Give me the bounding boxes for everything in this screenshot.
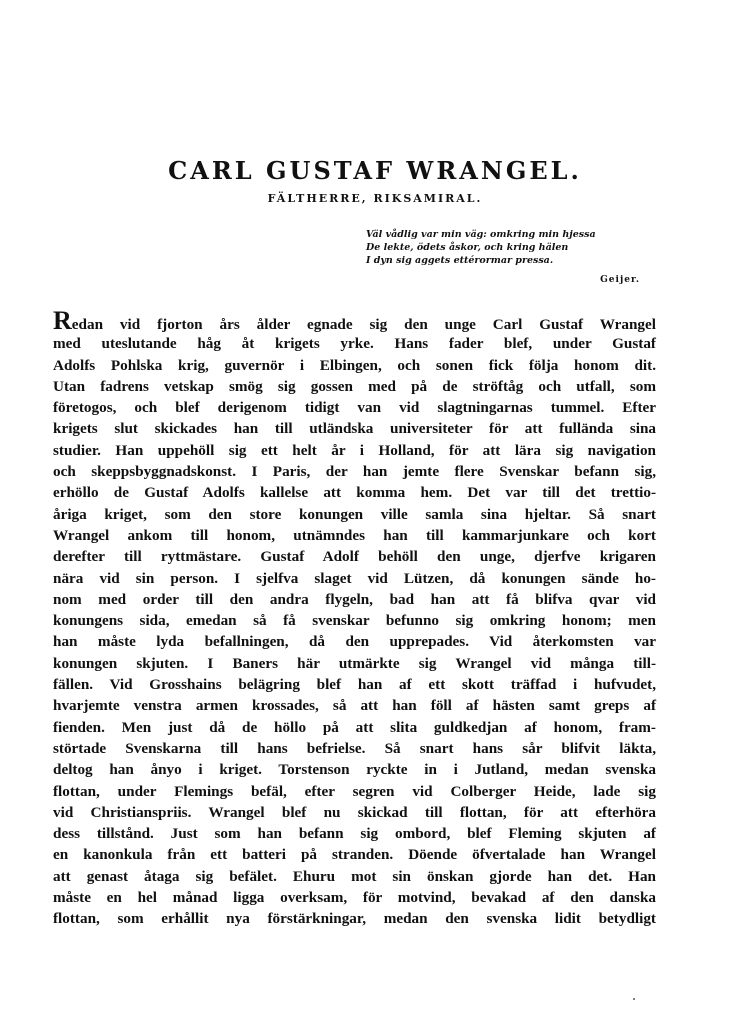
body-line: att genast åtaga sig befälet. Ehuru mot sin önskan gjorde han det. Han [53,867,656,885]
page-title: CARL GUSTAF WRANGEL. [168,156,582,185]
page-subtitle: FÄLTHERRE, RIKSAMIRAL. [267,192,483,205]
epigraph-line: De lekte, ödets åskor, och kring hälen [366,242,569,253]
body-line: åriga kriget, som den store konungen ville samla sina hjeltar. Så snart [53,505,656,523]
body-line: och skeppsbyggnadskonst. I Paris, der han jemte flere Svenskar befann sig, [53,463,656,481]
body-line: studier. Han uppehöll sig ett helt år i Holland, för att lära sig navigation [53,441,656,459]
body-line: måste en hel månad ligga overksam, för motvind, bevakad af den danska [53,889,656,907]
body-line: flottan, under Flemings befäl, efter segren vid Colberger Heide, lade sig [53,782,656,800]
epigraph-line: Väl vådlig var min väg: omkring min hjessa [366,229,596,240]
drop-cap: R [53,306,72,335]
body-line: dess tillstånd. Just som han befann sig ombord, blef Fleming skjuten af [53,825,656,843]
body-line: hvarjemte venstra armen krossades, så att han föll af hästen samt greps af [53,697,656,715]
body-line: fienden. Men just då de höllo på att slita guldkedjan af honom, fram- [53,718,656,736]
body-text [53,306,656,930]
body-line: fällen. Vid Grosshains belägring blef han af ett skott träffad i hufvudet, [53,676,656,694]
body-line: deltog han ånyo i kriget. Torstenson ryckte in i Jutland, medan svenska [53,761,656,779]
body-line: erhöllo de Gustaf Adolfs kallelse att komma hem. Det var till det trettio- [53,484,656,502]
body-line: nom med order till den andra flygeln, bad han att få blifva qvar vid [53,590,656,608]
body-line: vid Christianspriis. Wrangel blef nu skickad till flottan, för att efterhöra [53,803,656,821]
epigraph-line: I dyn sig aggets ettérormar pressa. [366,255,554,266]
body-line: nära vid sin person. I sjelfva slaget vid Lützen, då konungen sände ho- [53,569,656,587]
body-line: han måste lyda befallningen, då den upprepades. Vid återkomsten var [53,633,656,651]
body-line: företogos, och blef derigenom tidigt van vid slagtningarnas tummel. Efter [53,399,656,417]
body-line: med uteslutande håg åt krigets yrke. Hans fader blef, under Gustaf [53,335,656,353]
body-line: konungens sida, emedan så få svenskar befunno sig omkring honom; men [53,612,656,630]
body-line: Adolfs Pohlska krig, guvernör i Elbingen, och sonen fick följa honom dit. [53,356,656,374]
paper-speck [633,998,635,1000]
body-line: Utan fadrens vetskap smög sig gossen med på de ströftåg och utfall, som [53,377,656,395]
body-line: flottan, som erhållit nya förstärkningar, medan den svenska lidit betydligt [53,910,656,928]
epigraph [366,228,656,267]
body-line: konungen skjuten. I Baners här utmärkte sig Wrangel vid många till- [53,654,656,672]
body-line: Wrangel ankom till honom, utnämndes han till kammarjunkare och kort [53,526,656,544]
first-line-text: edan vid fjorton års ålder egnade sig den unge Carl Gustaf Wrangel [71,316,656,333]
body-line: en kanonkula från ett batteri på stranden. Döende öfvertalade han Wrangel [53,846,656,864]
body-line: krigets slut skickades han till utländska universiteter för att fullända sina [53,420,656,438]
body-line: störtade Svenskarna till hans befrielse. Så snart hans sår blifvit läkta, [53,739,656,757]
epigraph-author: Geijer. [600,275,640,285]
body-line [53,306,656,335]
body-line: derefter till ryttmästare. Gustaf Adolf behöll den unge, djerfve krigaren [53,548,656,566]
